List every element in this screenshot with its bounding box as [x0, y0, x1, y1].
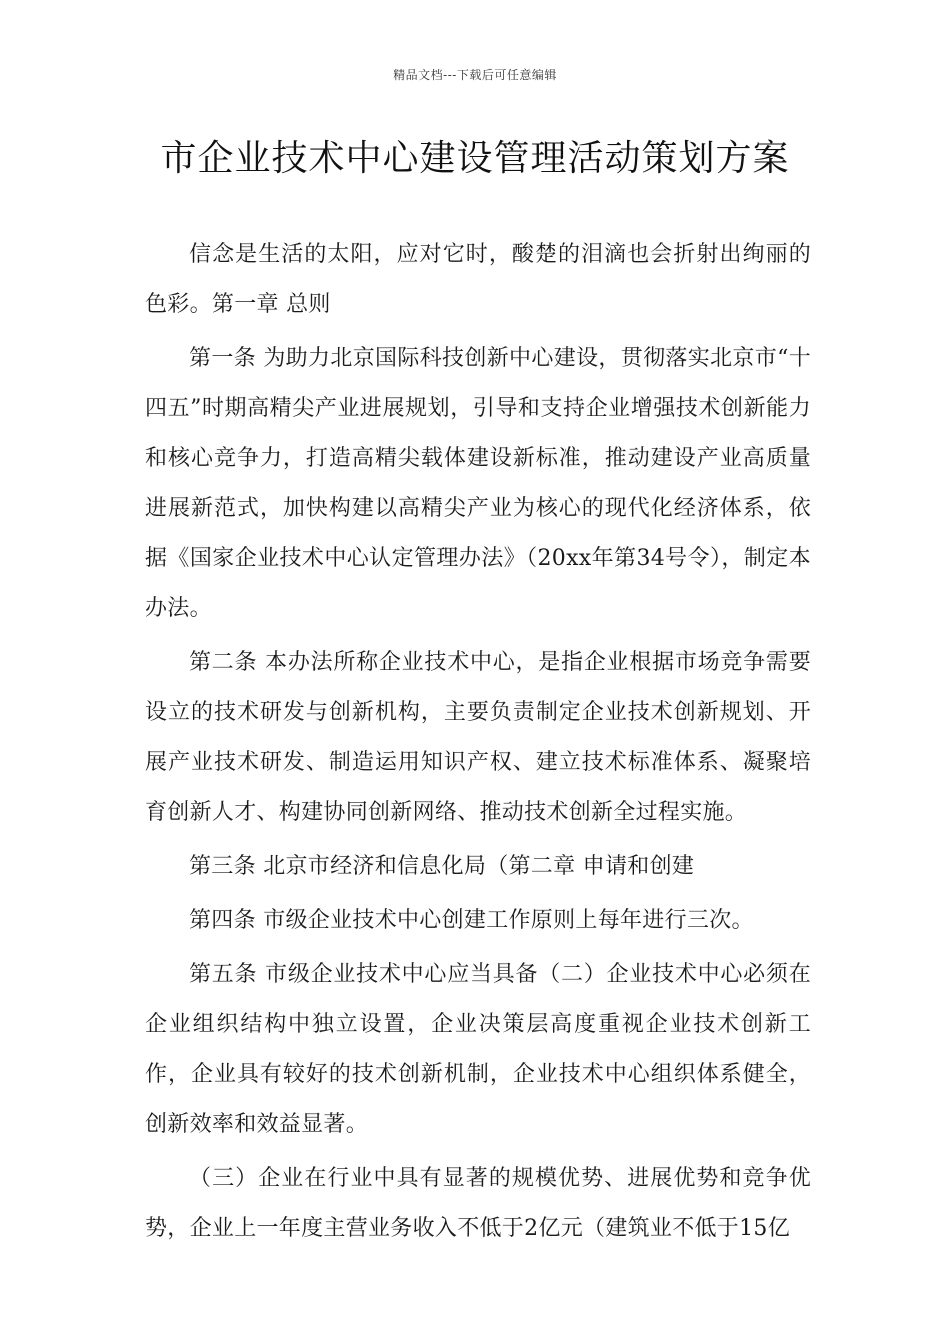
paragraph: 信念是生活的太阳，应对它时，酸楚的泪滴也会折射出绚丽的色彩。第一章 总则	[145, 242, 811, 317]
paragraph: 第四条 市级企业技术中心创建工作原则上每年进行三次。	[189, 908, 754, 933]
header-note: 精品文档---下载后可任意编辑	[393, 68, 557, 82]
paragraph: 第二条 本办法所称企业技术中心，是指企业根据市场竞争需要设立的技术研发与创新机构，主要负责制定企业技术创新规划、开展产业技术研发、制造运用知识产权、建立技术标准体系、凝聚培育创新人才、构建协同创新网络、推动技术创新全过程实施。	[145, 650, 811, 825]
paragraph: 第一条 为助力北京国际科技创新中心建设，贯彻落实北京市“十四五”时期高精尖产业进展规划，引导和支持企业增强技术创新能力和核心竞争力，打造高精尖载体建设新标准，推动建设产业高质量进展新范式，加快构建以高精尖产业为核心的现代化经济体系，依据《国家企业技术中心认定管理办法》（20xx年第34号令），制定本办法。	[145, 346, 811, 621]
paragraph: 第五条 市级企业技术中心应当具备（二）企业技术中心必须在企业组织结构中独立设置，企业决策层高度重视企业技术创新工作，企业具有较好的技术创新机制，企业技术中心组织体系健全，创新效率和效益显著。	[145, 962, 811, 1137]
document-title: 市企业技术中心建设管理活动策划方案	[160, 138, 790, 179]
paragraph: 第三条 北京市经济和信息化局（第二章 申请和创建	[189, 854, 695, 879]
paragraph: （三）企业在行业中具有显著的规模优势、进展优势和竞争优势，企业上一年度主营业务收入不低于2亿元（建筑业不低于15亿	[145, 1166, 811, 1241]
document-body	[145, 230, 811, 1258]
